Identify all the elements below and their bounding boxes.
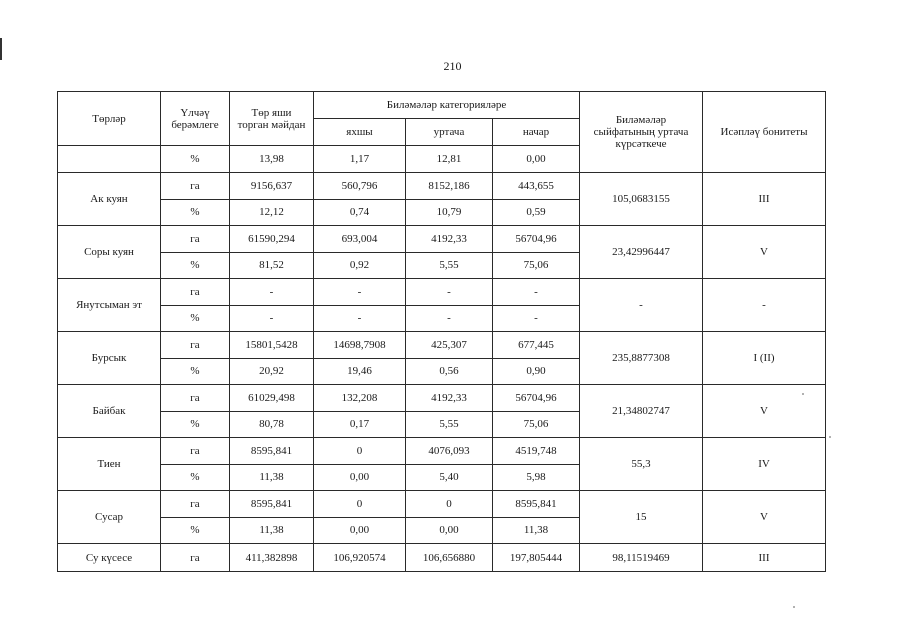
species-name: Тиен xyxy=(58,438,161,491)
cell-area: 20,92 xyxy=(230,358,314,385)
page-number: 210 xyxy=(443,59,462,73)
cell-unit: га xyxy=(161,544,230,572)
cell-bonitet: V xyxy=(703,491,826,544)
species-name: Су күсесе xyxy=(58,544,161,572)
header-percent-empty xyxy=(58,146,161,173)
cell-unit: % xyxy=(161,199,230,226)
cell-unit: га xyxy=(161,279,230,306)
cell-unit: % xyxy=(161,517,230,544)
cell-unit: га xyxy=(161,226,230,253)
cell-unit: % xyxy=(161,146,230,173)
cell-area: 61029,498 xyxy=(230,385,314,412)
cell-poor: 75,06 xyxy=(493,252,580,279)
cell-unit: га xyxy=(161,173,230,200)
species-name: Бурсык xyxy=(58,332,161,385)
cell-poor: 677,445 xyxy=(493,332,580,359)
cell-area: 11,38 xyxy=(230,517,314,544)
cell-bonitet: V xyxy=(703,226,826,279)
cell-unit: га xyxy=(161,491,230,518)
species-row-ha xyxy=(58,226,826,253)
header-cat-medium: уртача xyxy=(406,119,493,146)
cell-medium: 0,00 xyxy=(406,517,493,544)
cell-poor: 56704,96 xyxy=(493,226,580,253)
cell-area: - xyxy=(230,305,314,332)
cell-good: 0,00 xyxy=(314,464,406,491)
header-unit: Үлчәү берәмлеге xyxy=(161,92,230,146)
cell-poor: 0,00 xyxy=(493,146,580,173)
cell-medium: 5,55 xyxy=(406,252,493,279)
cell-poor: 443,655 xyxy=(493,173,580,200)
cell-medium: 106,656880 xyxy=(406,544,493,572)
cell-unit: % xyxy=(161,252,230,279)
cell-avg-quality: 15 xyxy=(580,491,703,544)
cell-avg-quality: 23,42996447 xyxy=(580,226,703,279)
cell-area: 12,12 xyxy=(230,199,314,226)
cell-good: - xyxy=(314,279,406,306)
cell-poor: 4519,748 xyxy=(493,438,580,465)
species-name: Байбак xyxy=(58,385,161,438)
species-row-ha xyxy=(58,438,826,465)
cell-medium: 0,56 xyxy=(406,358,493,385)
cell-poor: 197,805444 xyxy=(493,544,580,572)
cell-medium: 8152,186 xyxy=(406,173,493,200)
cell-medium: 5,55 xyxy=(406,411,493,438)
species-row-ha xyxy=(58,173,826,200)
cell-area: 61590,294 xyxy=(230,226,314,253)
species-table xyxy=(57,91,826,572)
cell-medium: 4076,093 xyxy=(406,438,493,465)
cell-area: 81,52 xyxy=(230,252,314,279)
cell-area: 9156,637 xyxy=(230,173,314,200)
cell-unit: га xyxy=(161,438,230,465)
cell-medium: 5,40 xyxy=(406,464,493,491)
header-cat-poor: начар xyxy=(493,119,580,146)
cell-medium: 4192,33 xyxy=(406,385,493,412)
cell-medium: 10,79 xyxy=(406,199,493,226)
header-bonitet: Исәпләү бонитеты xyxy=(703,92,826,173)
cell-medium: - xyxy=(406,305,493,332)
species-name: Сусар xyxy=(58,491,161,544)
cell-poor: 56704,96 xyxy=(493,385,580,412)
cell-area: 15801,5428 xyxy=(230,332,314,359)
cell-avg-quality: 105,0683155 xyxy=(580,173,703,226)
cell-unit: % xyxy=(161,411,230,438)
cell-avg-quality: 55,3 xyxy=(580,438,703,491)
cell-good: 14698,7908 xyxy=(314,332,406,359)
cell-unit: га xyxy=(161,385,230,412)
cell-bonitet: V xyxy=(703,385,826,438)
header-avg-quality: Биләмәләр сыйфатының уртача күрсәткече xyxy=(580,92,703,173)
cell-bonitet: IV xyxy=(703,438,826,491)
cell-good: 0,17 xyxy=(314,411,406,438)
cell-good: 693,004 xyxy=(314,226,406,253)
cell-poor: 75,06 xyxy=(493,411,580,438)
cell-good: 1,17 xyxy=(314,146,406,173)
cell-area: 8595,841 xyxy=(230,491,314,518)
cell-good: - xyxy=(314,305,406,332)
cell-area: 8595,841 xyxy=(230,438,314,465)
scan-speck xyxy=(793,606,795,608)
cell-medium: 425,307 xyxy=(406,332,493,359)
species-row-ha xyxy=(58,491,826,518)
cell-bonitet: - xyxy=(703,279,826,332)
cell-good: 0,92 xyxy=(314,252,406,279)
cell-medium: 4192,33 xyxy=(406,226,493,253)
scan-speck xyxy=(829,436,831,438)
cell-area: - xyxy=(230,279,314,306)
cell-bonitet: I (II) xyxy=(703,332,826,385)
cell-poor: 5,98 xyxy=(493,464,580,491)
species-name: Соры куян xyxy=(58,226,161,279)
cell-poor: - xyxy=(493,305,580,332)
cell-poor: 0,59 xyxy=(493,199,580,226)
cell-bonitet: III xyxy=(703,544,826,572)
cell-medium: 12,81 xyxy=(406,146,493,173)
cell-good: 132,208 xyxy=(314,385,406,412)
cell-unit: % xyxy=(161,464,230,491)
cell-poor: 11,38 xyxy=(493,517,580,544)
cell-area: 13,98 xyxy=(230,146,314,173)
cell-good: 0,00 xyxy=(314,517,406,544)
cell-area: 411,382898 xyxy=(230,544,314,572)
cell-good: 560,796 xyxy=(314,173,406,200)
header-cat-good: яхшы xyxy=(314,119,406,146)
species-row-ha xyxy=(58,332,826,359)
cell-good: 19,46 xyxy=(314,358,406,385)
cell-poor: 0,90 xyxy=(493,358,580,385)
cell-unit: % xyxy=(161,305,230,332)
species-name: Янутсыман эт xyxy=(58,279,161,332)
header-area: Төр яши торган мәйдан xyxy=(230,92,314,146)
cell-good: 0 xyxy=(314,438,406,465)
species-name: Ак куян xyxy=(58,173,161,226)
header-categories: Биләмәләр категорияләре xyxy=(314,92,580,119)
cell-bonitet: III xyxy=(703,173,826,226)
cell-poor: - xyxy=(493,279,580,306)
cell-medium: 0 xyxy=(406,491,493,518)
cell-unit: га xyxy=(161,332,230,359)
header-row xyxy=(58,92,826,119)
cell-good: 0 xyxy=(314,491,406,518)
cell-avg-quality: - xyxy=(580,279,703,332)
species-row-ha xyxy=(58,385,826,412)
cell-medium: - xyxy=(406,279,493,306)
cell-area: 80,78 xyxy=(230,411,314,438)
cell-area: 11,38 xyxy=(230,464,314,491)
cell-poor: 8595,841 xyxy=(493,491,580,518)
cell-avg-quality: 21,34802747 xyxy=(580,385,703,438)
cell-avg-quality: 98,11519469 xyxy=(580,544,703,572)
scan-edge-mark xyxy=(0,38,2,60)
cell-good: 0,74 xyxy=(314,199,406,226)
cell-avg-quality: 235,8877308 xyxy=(580,332,703,385)
cell-good: 106,920574 xyxy=(314,544,406,572)
cell-unit: % xyxy=(161,358,230,385)
species-row-last xyxy=(58,544,826,572)
species-row-ha xyxy=(58,279,826,306)
header-species: Төрләр xyxy=(58,92,161,146)
